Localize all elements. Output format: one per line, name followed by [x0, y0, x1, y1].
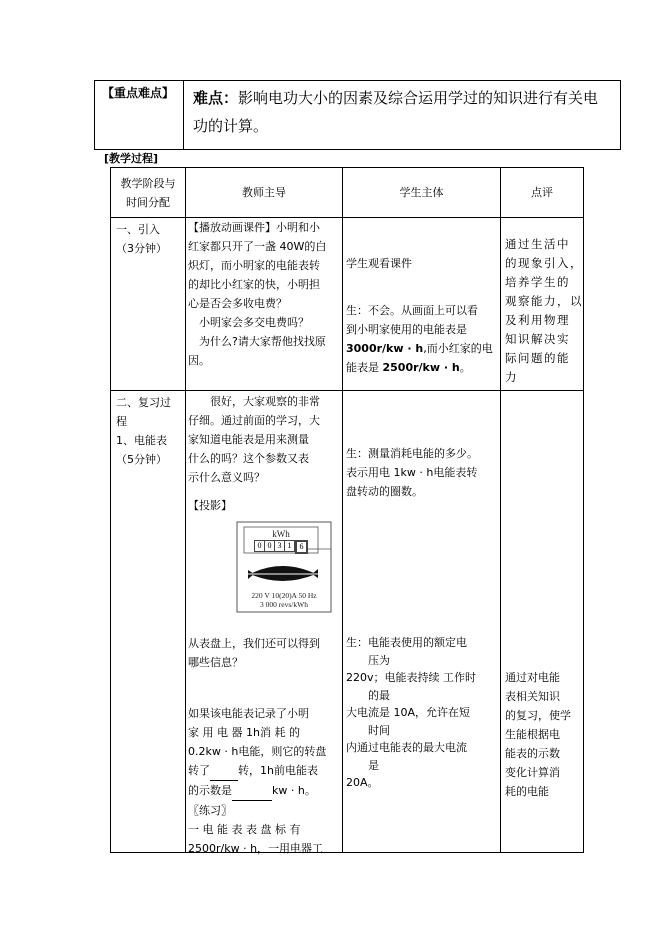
row1-teacher-line: 为什么?请大家帮他找找原 [188, 335, 326, 348]
row2-teacher-line: 示什么意义吗？ [188, 471, 265, 484]
row2-stage-line3: 1、电能表 [116, 434, 167, 447]
key-points-label: 【重点难点】 [102, 86, 175, 100]
row1-comment-line: 知识解决实 [505, 332, 570, 346]
row1-student-mid: ,而小红家的电 [423, 342, 493, 355]
row1-stage-line1: 一、引入 [116, 223, 160, 236]
row2-teacher-line: 什么的吗？这个参数又表 [188, 452, 309, 465]
blank-reading[interactable] [232, 781, 272, 801]
row1-student-watch: 学生观看课件 [346, 257, 412, 270]
header-stage-line1: 教学阶段与 [120, 177, 176, 190]
row2-comment-line: 耗的电能 [505, 785, 549, 798]
meter-digits [254, 540, 308, 554]
row1-stage-line2: （3分钟） [116, 242, 167, 255]
meter-value-xiaohong: 2500r/kw · h [382, 361, 460, 374]
row2-comment-line: 生能根据电 [505, 728, 560, 741]
row1-teacher-line: 炽灯，而小明家的电能表转 [188, 259, 320, 272]
row2-student-info-line: 内通过电能表的最大电流 [346, 741, 467, 754]
row1-student-line: 到小明家使用的电能表是 [346, 323, 467, 336]
row2-teacher-q-line: 哪些信息？ [188, 656, 243, 669]
meter-digit: 0 [254, 540, 265, 552]
difficulty-line1: 影响电功大小的因素及综合运用学过的知识进行有关电 [238, 89, 599, 107]
row1-comment [505, 235, 583, 387]
row1-comment-line: 及利用物理 [505, 313, 570, 327]
row1-comment-line: 力 [505, 370, 518, 384]
row2-stage-line2: 程 [116, 415, 127, 428]
practice-line: 一 电 能 表 表 盘 标 有 [188, 823, 301, 836]
row1-comment-line: 通过生活中 [505, 237, 570, 251]
calc-line-part: 转，1h前电能表 [238, 764, 318, 777]
row1-teacher-line: 小明家会多交电费吗？ [188, 316, 309, 329]
calc-line: 家 用 电 器 1h消 耗 的 [188, 726, 300, 739]
row2-student-measure [346, 444, 498, 501]
meter-digit-highlighted: 6 [295, 540, 308, 554]
header-comment: 点评 [531, 186, 553, 199]
row1-teacher-line: 【播放动画课件】小明和小 [188, 221, 320, 234]
row1-student-mid2: 能表是 [346, 361, 383, 374]
practice-line: 2500r/kw · h，一用电器工 [188, 842, 324, 855]
header-stage [111, 174, 185, 212]
row2-student-info-line: 的最 [346, 688, 390, 702]
row2-student-info [346, 634, 498, 792]
row2-teacher-line: 家知道电能表是用来测量 [188, 433, 309, 446]
calc-line-part: 的示数是 [188, 784, 232, 797]
row2-student-line: 表示用电 1kw · h电能表转 [346, 466, 478, 479]
meter-specs [236, 591, 332, 609]
meter-digit: 1 [285, 540, 295, 552]
section-title: [教学过程] [104, 152, 159, 165]
row2-stage [116, 393, 171, 469]
row2-teacher-intro [188, 392, 340, 487]
row2-teacher-line: 很好，大家观察的非常 [188, 395, 320, 408]
header-student: 学生主体 [399, 186, 444, 199]
practice-label: 〖练习〗 [188, 804, 232, 817]
row1-comment-line: 观察能力，以 [505, 294, 583, 308]
row2-student-info-line: 压为 [346, 653, 390, 667]
row2-teacher-question [188, 634, 340, 672]
calc-line-part: 转了 [188, 764, 210, 777]
row2-comment-line: 通过对电能 [505, 671, 560, 684]
row2-student-info-line: 20A。 [346, 776, 379, 789]
row2-student-info-line: 生：电能表使用的额定电 [346, 636, 467, 649]
difficulty-text [193, 84, 618, 140]
meter-value-xiaoming: 3000r/kw · h [346, 342, 424, 355]
row1-teacher-line: 的却比小红家的快，小明担 [188, 278, 320, 291]
row2-student-info-line: 是 [346, 758, 379, 772]
row2-student-info-line: 220v；电能表持续 工作时 [346, 671, 477, 684]
row2-comment-line: 表相关知识 [505, 690, 560, 703]
row1-student-end: 。 [459, 361, 471, 374]
row1-stage [116, 220, 167, 258]
row2-student-info-line: 时间 [346, 723, 390, 737]
row2-teacher-calc [188, 704, 340, 858]
row1-teacher [188, 218, 340, 370]
row2-comment [505, 668, 583, 801]
electric-meter-illustration [236, 521, 332, 613]
row1-student-answer [346, 301, 498, 377]
row2-student-line: 盘转动的圈数。 [346, 485, 423, 498]
row2-comment-line: 能表的示数 [505, 747, 560, 760]
row2-stage-line1: 二、复习过 [116, 396, 171, 409]
row1-teacher-line: 红家都只开了一盏 40W的白 [188, 240, 327, 253]
row2-student-info-line: 大电流是 10A，允许在短 [346, 706, 471, 719]
meter-digit: 0 [265, 540, 275, 552]
row1-comment-line: 培养学生的 [505, 275, 570, 289]
difficulty-line2: 功的计算。 [193, 117, 269, 135]
projection-label: 【投影】 [188, 499, 232, 512]
header-teacher: 教师主导 [242, 186, 286, 199]
row2-stage-line4: （5分钟） [116, 453, 167, 466]
row1-student-line: 生：不会。从画面上可以看 [346, 304, 478, 317]
row2-teacher-q-line: 从表盘上，我们还可以得到 [188, 637, 320, 650]
row1-teacher-line: 心是否会多收电费？ [188, 297, 287, 310]
row2-comment-line: 变化计算消 [505, 766, 560, 779]
row2-comment-line: 的复习，使学 [505, 709, 571, 722]
calc-line-part: kw · h。 [272, 784, 316, 797]
row1-teacher-line: 因。 [188, 354, 210, 367]
header-stage-line2: 时间分配 [126, 196, 170, 209]
blank-revolutions[interactable] [210, 761, 238, 781]
meter-digit: 3 [275, 540, 285, 552]
calc-line: 0.2kw · h电能，则它的转盘 [188, 745, 327, 758]
meter-unit: kWh [272, 529, 290, 539]
difficulty-label: 难点： [193, 89, 239, 107]
row2-student-line: 生：测量消耗电能的多少。 [346, 447, 478, 460]
row1-comment-line: 的现象引入， [505, 256, 583, 270]
meter-spec-line1: 220 V 10(20)A 50 Hz [251, 591, 317, 600]
row2-teacher-line: 仔细。通过前面的学习，大 [188, 414, 320, 427]
calc-line: 如果该电能表记录了小明 [188, 707, 309, 720]
meter-spec-line2: 3 000 revs/kWh [260, 600, 308, 609]
row1-comment-line: 际问题的能 [505, 351, 570, 365]
